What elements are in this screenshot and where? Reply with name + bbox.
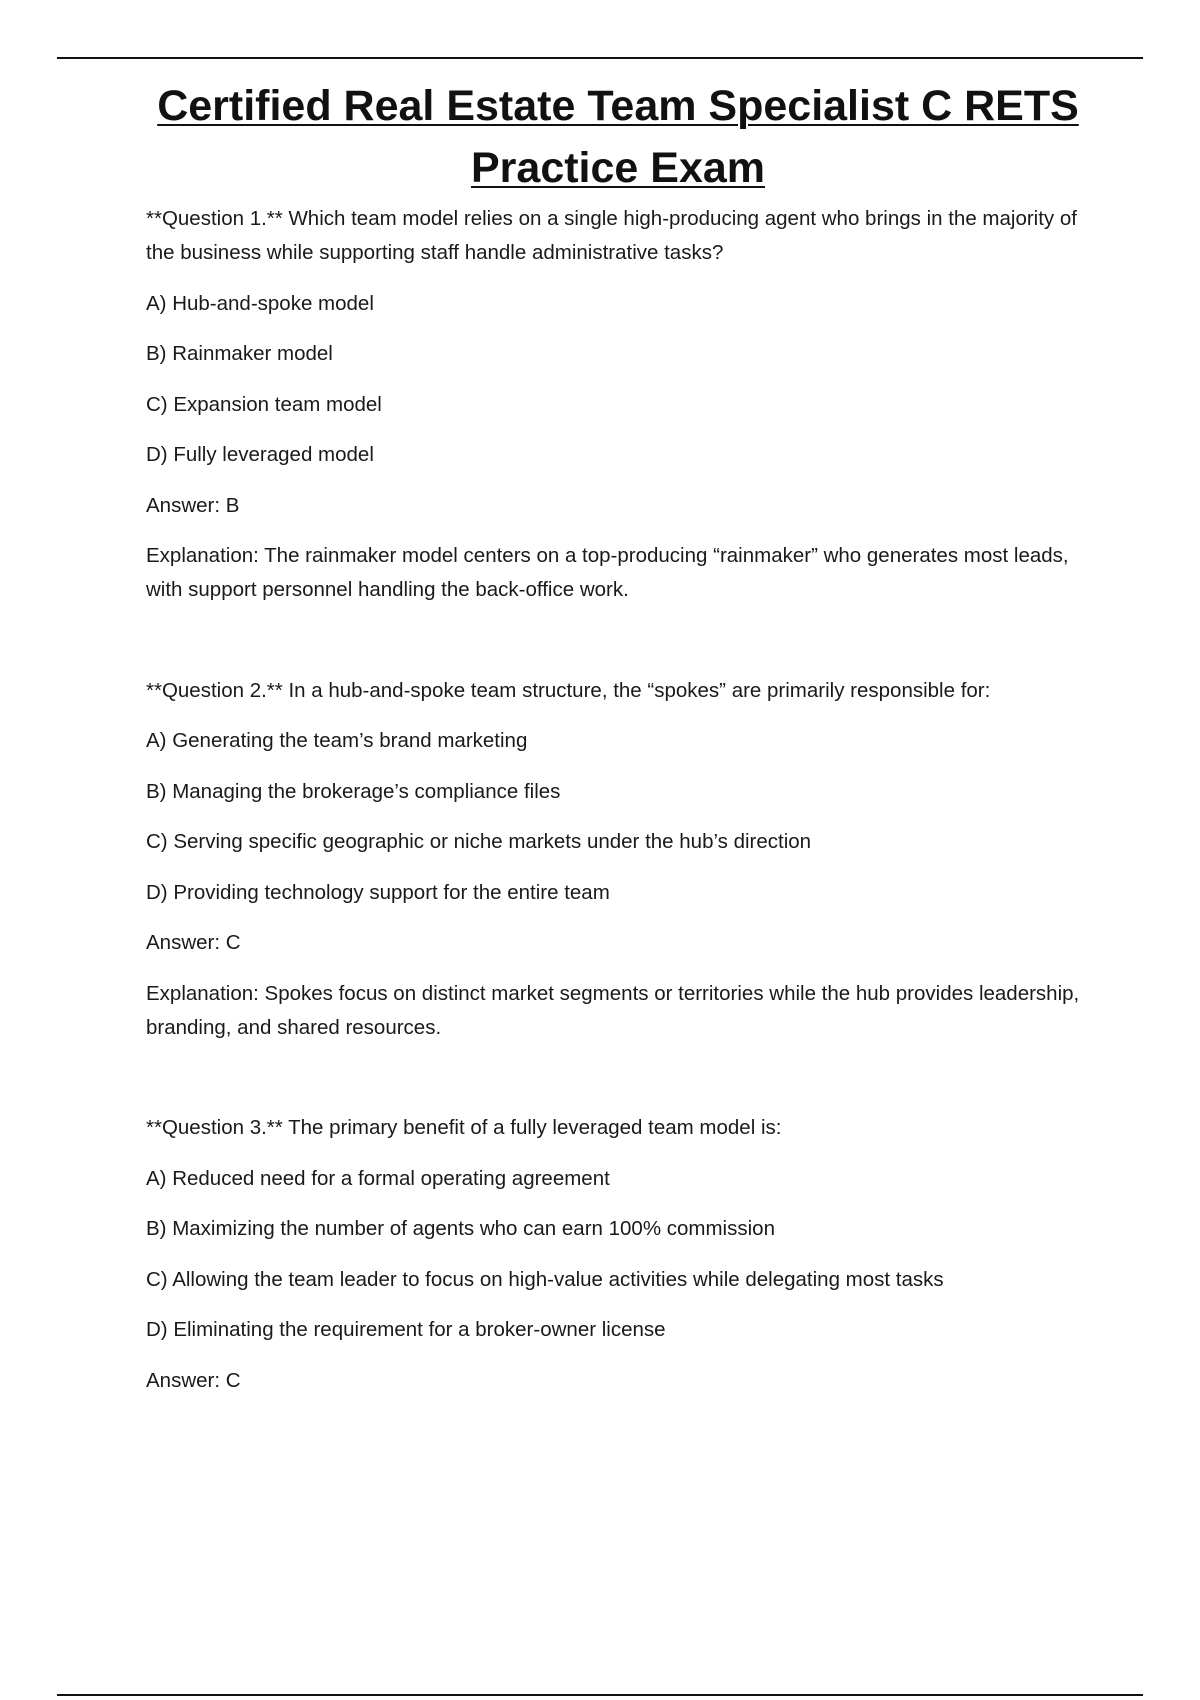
option-c: C) Serving specific geographic or niche markets under the hub’s direction <box>146 830 812 853</box>
option-d: D) Fully leveraged model <box>146 443 374 466</box>
question-prompt: **Question 2.** In a hub-and-spoke team structure, the “spokes” are primarily responsible for: <box>146 678 991 702</box>
option-a: A) Generating the team’s brand marketing <box>146 729 528 752</box>
question-2 <box>146 674 1090 1045</box>
option-c: C) Expansion team model <box>146 392 382 416</box>
document-page <box>146 75 1090 1414</box>
option-b: B) Maximizing the number of agents who can earn 100% commission <box>146 1217 775 1240</box>
option-c: C) Allowing the team leader to focus on high-value activities while delegating most tasks <box>146 1267 944 1291</box>
explanation: Explanation: The rainmaker model centers on a top-producing “rainmaker” who generates most leads, with support personnel handling the back-office work. <box>146 544 1069 601</box>
answer: Answer: C <box>146 1368 241 1392</box>
option-b: B) Rainmaker model <box>146 342 333 365</box>
spacer <box>146 624 1090 674</box>
question-3 <box>146 1111 1090 1398</box>
question-1 <box>146 202 1090 607</box>
title-line-2: Practice Exam <box>470 144 766 192</box>
answer: Answer: B <box>146 493 240 517</box>
option-a: A) Hub-and-spoke model <box>146 291 374 315</box>
bottom-divider <box>57 1694 1143 1696</box>
answer: Answer: C <box>146 931 241 954</box>
option-d: D) Eliminating the requirement for a broker-owner license <box>146 1318 666 1341</box>
question-prompt: **Question 1.** Which team model relies on a single high-producing agent who brings in the majority of the business while supporting staff handle administrative tasks? <box>146 207 1077 264</box>
question-prompt: **Question 3.** The primary benefit of a fully leveraged team model is: <box>146 1116 782 1139</box>
option-b: B) Managing the brokerage’s compliance files <box>146 779 561 803</box>
top-divider <box>57 57 1143 59</box>
option-a: A) Reduced need for a formal operating agreement <box>146 1166 610 1190</box>
spacer <box>146 1061 1090 1111</box>
title-line-1: Certified Real Estate Team Specialist C RETS <box>157 82 1079 130</box>
explanation: Explanation: Spokes focus on distinct market segments or territories while the hub provides leadership, branding, and shared resources. <box>146 981 1080 1039</box>
option-d: D) Providing technology support for the entire team <box>146 880 610 904</box>
document-title <box>146 75 1090 199</box>
